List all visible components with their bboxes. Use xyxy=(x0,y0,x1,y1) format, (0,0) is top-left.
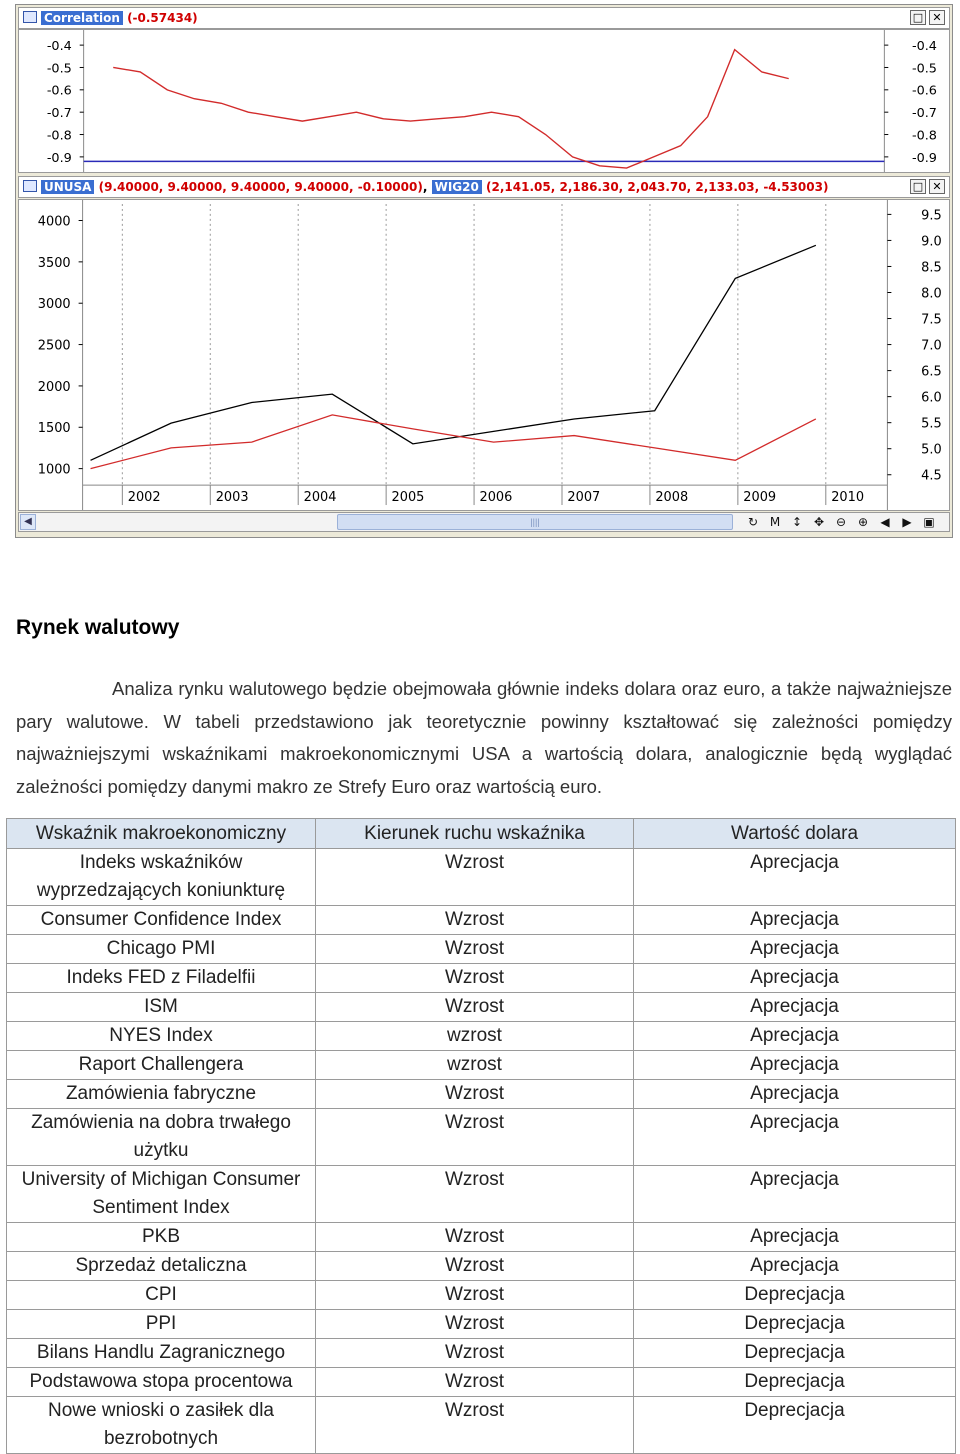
indicator-cell: NYES Index xyxy=(7,1022,316,1051)
indicator-cell: Zamówienia na dobra trwałego użytku xyxy=(7,1109,316,1166)
indicator-cell: PKB xyxy=(7,1223,316,1252)
direction-cell: Wzrost xyxy=(316,1310,634,1339)
y-tick-left: -0.8 xyxy=(46,128,72,144)
y-tick-right: 7.5 xyxy=(921,312,942,328)
direction-cell: Wzrost xyxy=(316,1080,634,1109)
header-dollar-value: Wartość dolara xyxy=(634,819,956,849)
scroll-thumb[interactable]: |||| xyxy=(337,514,733,530)
dollar-value-cell: Aprecjacja xyxy=(634,964,956,993)
indicator-cell: University of Michigan Consumer Sentiment Index xyxy=(7,1166,316,1223)
zoom-in-icon[interactable]: ⊕ xyxy=(857,515,869,529)
y-tick-right: -0.7 xyxy=(911,106,937,122)
direction-cell: wzrost xyxy=(316,1051,634,1080)
dollar-value-cell: Aprecjacja xyxy=(634,849,956,906)
x-tick-label: 2005 xyxy=(391,490,425,506)
y-tick-right: -0.9 xyxy=(911,150,937,166)
y-tick-left: 2500 xyxy=(37,338,71,354)
y-tick-left: -0.6 xyxy=(46,83,72,99)
left-icon[interactable]: ◀ xyxy=(880,515,890,529)
chart-window-icon xyxy=(23,180,37,192)
series1-values: (9.40000, 9.40000, 9.40000, 9.40000, -0.10000) xyxy=(98,180,423,194)
dollar-value-cell: Aprecjacja xyxy=(634,1022,956,1051)
refresh-icon[interactable]: ↻ xyxy=(747,515,759,529)
table-row xyxy=(7,1223,956,1252)
table-row xyxy=(7,935,956,964)
section-heading: Rynek walutowy xyxy=(16,616,180,639)
table-row xyxy=(7,1022,956,1051)
correlation-pane-title[interactable] xyxy=(18,7,950,29)
table-row xyxy=(7,993,956,1022)
direction-cell: Wzrost xyxy=(316,935,634,964)
vertical-arrows-icon[interactable]: ↕ xyxy=(791,515,803,529)
dollar-value-cell: Deprecjacja xyxy=(634,1368,956,1397)
correlation-window-buttons xyxy=(910,10,945,25)
series2-name: WIG20 xyxy=(432,180,482,194)
correlation-title: Correlation xyxy=(41,11,123,25)
zoom-out-icon[interactable]: ⊖ xyxy=(835,515,847,529)
restore-button[interactable]: □ xyxy=(910,10,926,25)
y-tick-right: 8.0 xyxy=(921,286,942,302)
restore-button[interactable]: □ xyxy=(910,179,926,194)
direction-cell: Wzrost xyxy=(316,964,634,993)
y-tick-right: -0.6 xyxy=(911,83,937,99)
close-button[interactable]: ✕ xyxy=(929,179,945,194)
indicator-cell: ISM xyxy=(7,993,316,1022)
window-icon[interactable]: ▣ xyxy=(923,515,935,529)
x-tick-label: 2004 xyxy=(303,490,337,506)
y-tick-right: 5.5 xyxy=(921,416,942,432)
scroll-left-button[interactable]: ◀ xyxy=(20,514,36,530)
correlation-series-line xyxy=(113,50,788,168)
chart-window-icon xyxy=(23,11,37,23)
y-tick-right: 5.0 xyxy=(921,442,942,458)
price-pane-title[interactable] xyxy=(18,176,950,198)
y-tick-right: 7.0 xyxy=(921,338,942,354)
y-tick-right: 9.0 xyxy=(921,234,942,250)
dollar-value-cell: Deprecjacja xyxy=(634,1281,956,1310)
price-window-buttons xyxy=(910,179,945,194)
indicator-cell: Sprzedaż detaliczna xyxy=(7,1252,316,1281)
dollar-value-cell: Aprecjacja xyxy=(634,1166,956,1223)
indicators-table xyxy=(6,818,956,1454)
header-indicator: Wskaźnik makroekonomiczny xyxy=(7,819,316,849)
table-row xyxy=(7,1080,956,1109)
series2-values: (2,141.05, 2,186.30, 2,043.70, 2,133.03, -4.53003) xyxy=(486,180,829,194)
dollar-value-cell: Aprecjacja xyxy=(634,1051,956,1080)
table-row xyxy=(7,1339,956,1368)
x-tick-label: 2002 xyxy=(127,490,161,506)
table-row xyxy=(7,1281,956,1310)
table-row xyxy=(7,1397,956,1454)
y-tick-left: 1000 xyxy=(37,462,71,478)
move-icon[interactable]: ✥ xyxy=(813,515,825,529)
indicator-cell: Nowe wnioski o zasiłek dla bezrobotnych xyxy=(7,1397,316,1454)
x-tick-label: 2008 xyxy=(655,490,689,506)
table-row xyxy=(7,964,956,993)
direction-cell: Wzrost xyxy=(316,1397,634,1454)
indicator-cell: Chicago PMI xyxy=(7,935,316,964)
chart-scrollbar[interactable] xyxy=(18,512,950,532)
y-tick-right: 9.5 xyxy=(921,208,942,224)
indicator-cell: Raport Challengera xyxy=(7,1051,316,1080)
direction-cell: Wzrost xyxy=(316,1166,634,1223)
y-tick-left: -0.5 xyxy=(46,61,72,77)
x-tick-label: 2007 xyxy=(567,490,601,506)
correlation-value: (-0.57434) xyxy=(127,11,198,25)
direction-cell: Wzrost xyxy=(316,1252,634,1281)
y-tick-right: -0.5 xyxy=(911,61,937,77)
y-tick-right: 8.5 xyxy=(921,260,942,276)
table-row xyxy=(7,1310,956,1339)
intro-paragraph: Analiza rynku walutowego będzie obejmowała głównie indeks dolara oraz euro, a także najważniejsze pary walutowe. W tabeli przedstawiono jak teoretycznie powinny kształtować się zależności pomiędzy najważniejszymi wskaźnikami makroekonomicznymi USA a wartością dolara, analogicznie będą wyglądać zależności pomiędzy danymi makro ze Strefy Euro oraz wartością euro. xyxy=(16,678,952,797)
y-tick-right: -0.4 xyxy=(911,39,937,55)
y-tick-left: 2000 xyxy=(37,379,71,395)
dollar-value-cell: Aprecjacja xyxy=(634,1109,956,1166)
x-tick-label: 2003 xyxy=(215,490,249,506)
y-tick-left: -0.9 xyxy=(46,150,72,166)
wig20-series-line xyxy=(91,245,816,460)
indicator-cell: Indeks wskaźników wyprzedzających koniunkturę xyxy=(7,849,316,906)
table-row xyxy=(7,849,956,906)
indicator-cell: Indeks FED z Filadelfii xyxy=(7,964,316,993)
y-tick-right: 6.0 xyxy=(921,390,942,406)
series-separator: , xyxy=(422,180,428,194)
table-row xyxy=(7,1368,956,1397)
direction-cell: Wzrost xyxy=(316,1339,634,1368)
price-chart xyxy=(18,199,950,511)
x-tick-label: 2010 xyxy=(831,490,865,506)
table-row xyxy=(7,1252,956,1281)
direction-cell: Wzrost xyxy=(316,1368,634,1397)
y-tick-left: -0.7 xyxy=(46,106,72,122)
dollar-value-cell: Deprecjacja xyxy=(634,1397,956,1454)
indicator-cell: Consumer Confidence Index xyxy=(7,906,316,935)
direction-cell: Wzrost xyxy=(316,906,634,935)
dollar-value-cell: Aprecjacja xyxy=(634,935,956,964)
dollar-value-cell: Deprecjacja xyxy=(634,1310,956,1339)
y-tick-left: 3000 xyxy=(37,297,71,313)
y-tick-left: 3500 xyxy=(37,255,71,271)
y-tick-left: -0.4 xyxy=(46,39,72,55)
x-tick-label: 2009 xyxy=(743,490,777,506)
direction-cell: Wzrost xyxy=(316,1109,634,1166)
direction-cell: Wzrost xyxy=(316,1281,634,1310)
direction-cell: Wzrost xyxy=(316,993,634,1022)
dollar-value-cell: Aprecjacja xyxy=(634,906,956,935)
y-tick-left: 4000 xyxy=(37,214,71,230)
dollar-value-cell: Aprecjacja xyxy=(634,993,956,1022)
direction-cell: wzrost xyxy=(316,1022,634,1051)
dollar-value-cell: Deprecjacja xyxy=(634,1339,956,1368)
table-header-row xyxy=(7,819,956,849)
indicator-cell: Bilans Handlu Zagranicznego xyxy=(7,1339,316,1368)
indicator-cell: CPI xyxy=(7,1281,316,1310)
dollar-value-cell: Aprecjacja xyxy=(634,1223,956,1252)
y-tick-right: 4.5 xyxy=(921,468,942,484)
table-row xyxy=(7,1166,956,1223)
direction-cell: Wzrost xyxy=(316,1223,634,1252)
y-tick-left: 1500 xyxy=(37,421,71,437)
chart-toolbar xyxy=(745,514,937,530)
header-direction: Kierunek ruchu wskaźnika xyxy=(316,819,634,849)
right-icon[interactable]: ▶ xyxy=(902,515,912,529)
indicator-cell: PPI xyxy=(7,1310,316,1339)
y-tick-right: -0.8 xyxy=(911,128,937,144)
x-tick-label: 2006 xyxy=(479,490,513,506)
direction-cell: Wzrost xyxy=(316,849,634,906)
unusa-series-line xyxy=(91,415,816,469)
chart-window xyxy=(15,4,953,538)
correlation-chart xyxy=(18,29,950,173)
table-row xyxy=(7,1109,956,1166)
dollar-value-cell: Aprecjacja xyxy=(634,1252,956,1281)
table-row xyxy=(7,906,956,935)
indicator-cell: Podstawowa stopa procentowa xyxy=(7,1368,316,1397)
m-icon[interactable]: M xyxy=(769,515,781,529)
indicator-cell: Zamówienia fabryczne xyxy=(7,1080,316,1109)
dollar-value-cell: Aprecjacja xyxy=(634,1080,956,1109)
close-button[interactable]: ✕ xyxy=(929,10,945,25)
table-row xyxy=(7,1051,956,1080)
y-tick-right: 6.5 xyxy=(921,364,942,380)
series1-name: UNUSA xyxy=(41,180,94,194)
